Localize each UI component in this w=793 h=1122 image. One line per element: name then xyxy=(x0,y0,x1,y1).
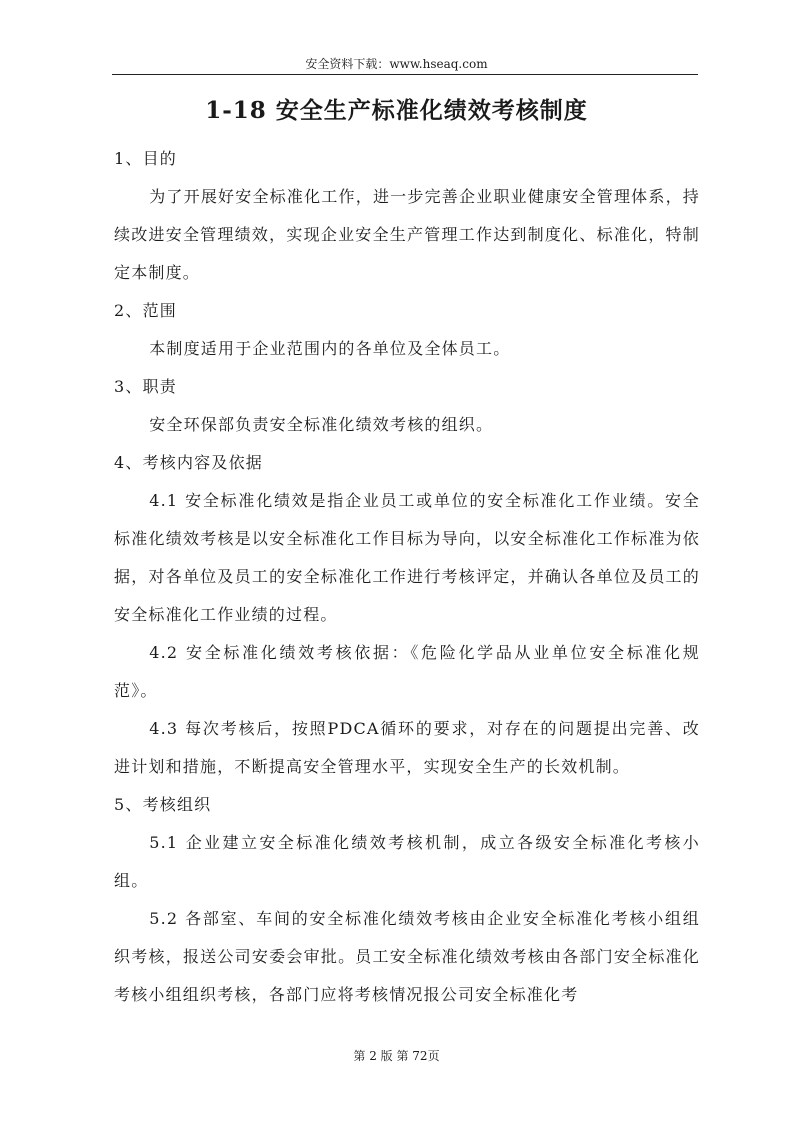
paragraph: 4.2 安全标准化绩效考核依据：《危险化学品从业单位安全标准化规范》。 xyxy=(114,643,700,700)
header-rule xyxy=(112,74,698,75)
document-body xyxy=(114,140,700,1014)
section-heading: 3、职责 xyxy=(114,377,177,396)
section-heading: 4、考核内容及依据 xyxy=(114,453,263,472)
page-footer: 第 2 版 第 72页 xyxy=(353,1049,440,1063)
section-heading: 2、范围 xyxy=(114,301,177,320)
paragraph: 安全环保部负责安全标准化绩效考核的组织。 xyxy=(149,415,494,434)
document-title: 1-18 安全生产标准化绩效考核制度 xyxy=(205,97,588,124)
section-heading: 5、考核组织 xyxy=(114,795,212,814)
paragraph: 为了开展好安全标准化工作，进一步完善企业职业健康安全管理体系，持续改进安全管理绩效，实现企业安全生产管理工作达到制度化、标准化，特制定本制度。 xyxy=(114,187,700,282)
page-header: 安全资料下载：www.hseaq.com xyxy=(305,57,488,71)
paragraph: 5.2 各部室、车间的安全标准化绩效考核由企业安全标准化考核小组组织考核，报送公司安委会审批。员工安全标准化绩效考核由各部门安全标准化考核小组组织考核，各部门应将考核情况报公司安全标准化考 xyxy=(114,909,700,1004)
paragraph: 5.1 企业建立安全标准化绩效考核机制，成立各级安全标准化考核小组。 xyxy=(114,833,700,890)
paragraph: 4.1 安全标准化绩效是指企业员工或单位的安全标准化工作业绩。安全标准化绩效考核是以安全标准化工作目标为导向，以安全标准化工作标准为依据，对各单位及员工的安全标准化工作进行考核评定，并确认各单位及员工的安全标准化工作业绩的过程。 xyxy=(114,491,700,624)
paragraph: 本制度适用于企业范围内的各单位及全体员工。 xyxy=(149,339,511,358)
section-heading: 1、目的 xyxy=(114,149,177,168)
paragraph: 4.3 每次考核后，按照PDCA循环的要求，对存在的问题提出完善、改进计划和措施，不断提高安全管理水平，实现安全生产的长效机制。 xyxy=(114,719,700,776)
